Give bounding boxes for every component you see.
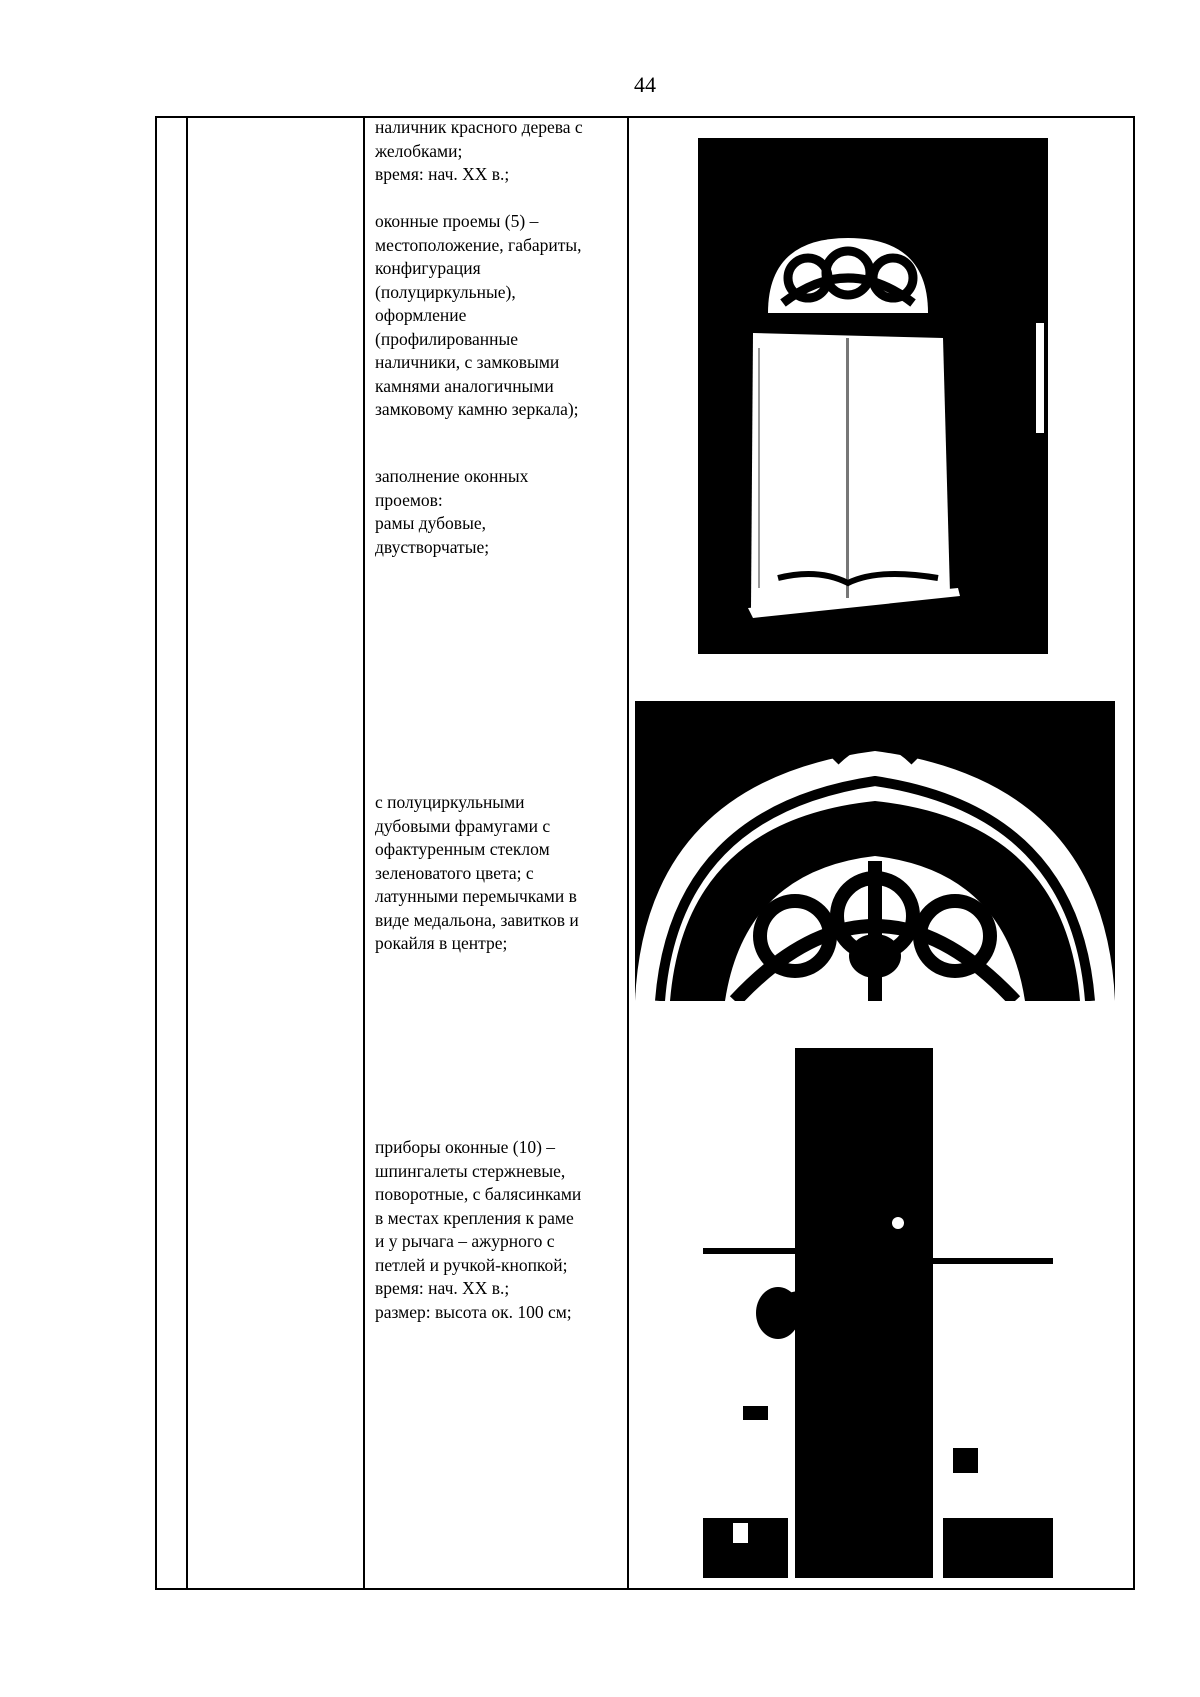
photo-fanlight [635, 701, 1115, 1001]
photo-window-hardware [703, 1048, 1053, 1578]
col-border-4 [627, 116, 629, 1590]
text-block-window-fill: заполнение оконных проемов: рамы дубовые, двустворчатые; [375, 466, 529, 557]
text-block-window-openings: оконные проемы (5) – местоположение, габариты, конфигурация (полуциркульные), оформление (профилированные наличники, с замковыми камнями аналогичными замковому камню зеркала); [375, 211, 582, 419]
text-block-casing: наличник красного дерева с желобками; время: нач. XX в.; [375, 117, 583, 184]
text-block-window-hardware: приборы оконные (10) – шпингалеты стержневые, поворотные, с балясинками в местах крепления к раме и у рычага – ажурного с петлей и ручкой-кнопкой; время: нач. XX в.; размер: высота ок. 100 см; [375, 1137, 582, 1322]
col-border-3 [363, 116, 365, 1590]
photo-arched-window [698, 138, 1048, 654]
page-number: 44 [634, 72, 656, 97]
table-bottom-border [155, 1588, 1135, 1590]
col-border-1 [155, 116, 157, 1590]
heritage-table [155, 116, 1135, 1588]
text-block-fanlights: с полуциркульными дубовыми фрамугами с офактуренным стеклом зеленоватого цвета; с латунными перемычками в виде медальона, завитков и рокайля в центре; [375, 792, 579, 953]
col-border-2 [186, 116, 188, 1590]
col-border-5 [1133, 116, 1135, 1590]
fanlight-image [635, 701, 1115, 1001]
arched-window-image [698, 138, 1048, 654]
window-hardware-image [703, 1048, 1053, 1578]
table-top-border [155, 116, 1135, 118]
